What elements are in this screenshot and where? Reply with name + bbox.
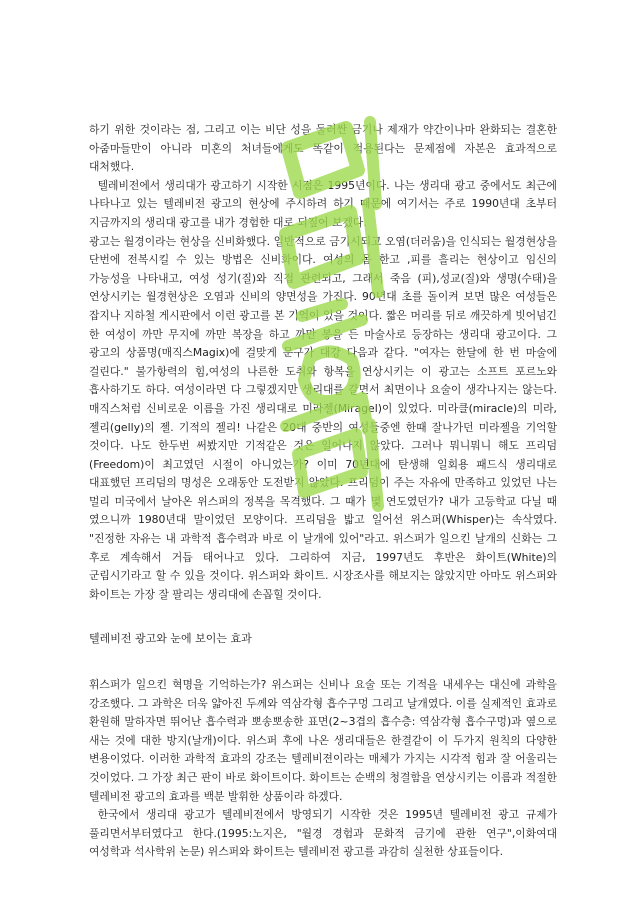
paragraph-5: 한국에서 생리대 광고가 텔레비전에서 방영되기 시작한 것은 1995년 텔레비전 광고 규제가 풀리면서부터였다고 한다.(1995:노지은, "월경 경험과 문화적 금기에 관한 연구",이화여대 여성학과 석사학위 논문) 위스퍼와 화이트는 텔레비전 광고를 과감히 실천한 상표들이다. (89, 808, 557, 859)
paragraph-2: 텔레비전에서 생리대가 광고하기 시작한 시점은 1995년이다. 나는 생리대 광고 중에서도 최근에 나타나고 있는 텔레비전 광고의 현상에 주시하려 하기 때문에 여기서는 주로 1990년대 초부터 지금까지의 생리대 광고를 내가 경험한 대로 되짚어 보겠다. (89, 178, 557, 229)
paragraph-1: 하기 위한 것이라는 점, 그리고 이는 비단 성을 둘러싼 금기나 제재가 약간이나마 완화되는 결혼한 아줌마들만이 아니라 미혼의 처녀들에게도 똑같이 적용된다는 문제점에 자본은 효과적으로 대처했다. (89, 123, 557, 174)
paragraph-3: 광고는 월경이라는 현상을 신비화했다. 일반적으로 금기시되고 오염(더러움)을 인식되는 월경현상을 단번에 전복시킬 수 있는 방법은 신비화이다. 여성의 몸 한고 ,피를 흘리는 현상이고 임신의 가능성을 나타내고, 여성 성기(질)와 직접 관련되고, 그래서 죽음 (피),성교(질)와 생명(수태)을 연상시키는 월경현상은 오염과 신비의 양면성을 가진다. 90년대 초를 돌이켜 보면 많은 여성들은 잡지나 지하철 게시판에서 이런 광고를 본 기억이 있을 것이다. 짧은 머리를 뒤로 깨끗하게 빗어넘긴 한 여성이 까만 무지에 까만 복장을 하고 까만 봉을 든 마술사로 등장하는 생리대 광고이다. 그 광고의 상품명(매직스Magix)에 걸맞게 문구가 대강 다음과 같다. "여자는 한달에 한 번 마술에 걸린다." 불가항력의 힘,여성의 나른한 도취와 항복을 연상시키는 이 광고는 소프트 포르노와 흡사하기도 하다. 여성이라면 다 그렇겠지만 생리대를 갈면서 최면이나 요술이 생각나지는 않는다. 매직스처럼 신비로운 이름을 가진 생리대로 미라젤(Miragel)이 있었다. 미라클(miracle)의 미라,젤리(gelly)의 젤. 기적의 젤리! 나같은 20대 중반의 여성들중엔 한때 잘나가던 미라젤을 기억할 것이다. 나도 한두번 써봤지만 기적같은 것은 일어나지 않았다. 그러나 뭐니뭐니 해도 프리덤(Freedom)이 최고였던 시절이 아니었는가? 이미 70년대에 탄생해 일회용 패드식 생리대로 대표했던 프리덤의 명성은 오래동안 도전받지 않았다. 프리덤이 주는 자유에 만족하고 있었던 나는 멀리 미국에서 날아온 위스퍼의 정복을 목격했다. 그 때가 몇 연도였던가? 내가 고등학교 다닐 때 였으니까 1980년대 말이었던 모양이다. 프리덤을 밟고 일어선 위스퍼(Whisper)는 속삭였다. "진정한 자유는 내 과학적 흡수력과 바로 이 날개에 있어"라고. 위스퍼가 일으킨 날개의 신화는 그 후로 계속해서 거듭 태어나고 있다. 그리하여 지금, 1997년도 후반은 화이트(White)의 군림시기라고 할 수 있을 것이다. 위스퍼와 화이트. 시장조사를 해보지는 않았지만 아마도 위스퍼와 화이트는 가장 잘 팔리는 생리대에 손꼽힐 것이다. (89, 234, 557, 601)
section-heading: 텔레비전 광고와 눈에 보이는 효과 (89, 632, 252, 646)
paragraph-4: 휘스퍼가 일으킨 혁명을 기억하는가? 위스퍼는 신비나 요술 또는 기적을 내세우는 대신에 과학을 강조했다. 그 과학은 더욱 얇아진 두께와 역삼각형 흡수구멍 그리고 날개였다. 이를 실제적인 효과로 환원해 말하자면 뛰어난 흡수력과 뽀송뽀송한 표면(2~3겹의 흡수층: 역삼각형 흡수구멍)과 옆으로 새는 것에 대한 방지(날개)이다. 위스퍼 후에 나온 생리대들은 한결같이 이 두가지 원칙의 다양한 변용이었다. 이러한 과학적 효과의 강조는 텔레비젼이라는 매체가 가지는 시각적 힘과 잘 어울리는 것이었다. 그 가장 최근 판이 바로 화이트이다. 화이트는 순백의 청결함을 연상시키는 이름과 적절한 텔레비전 광고의 효과를 백분 발휘한 상품이라 하겠다. (89, 678, 557, 803)
